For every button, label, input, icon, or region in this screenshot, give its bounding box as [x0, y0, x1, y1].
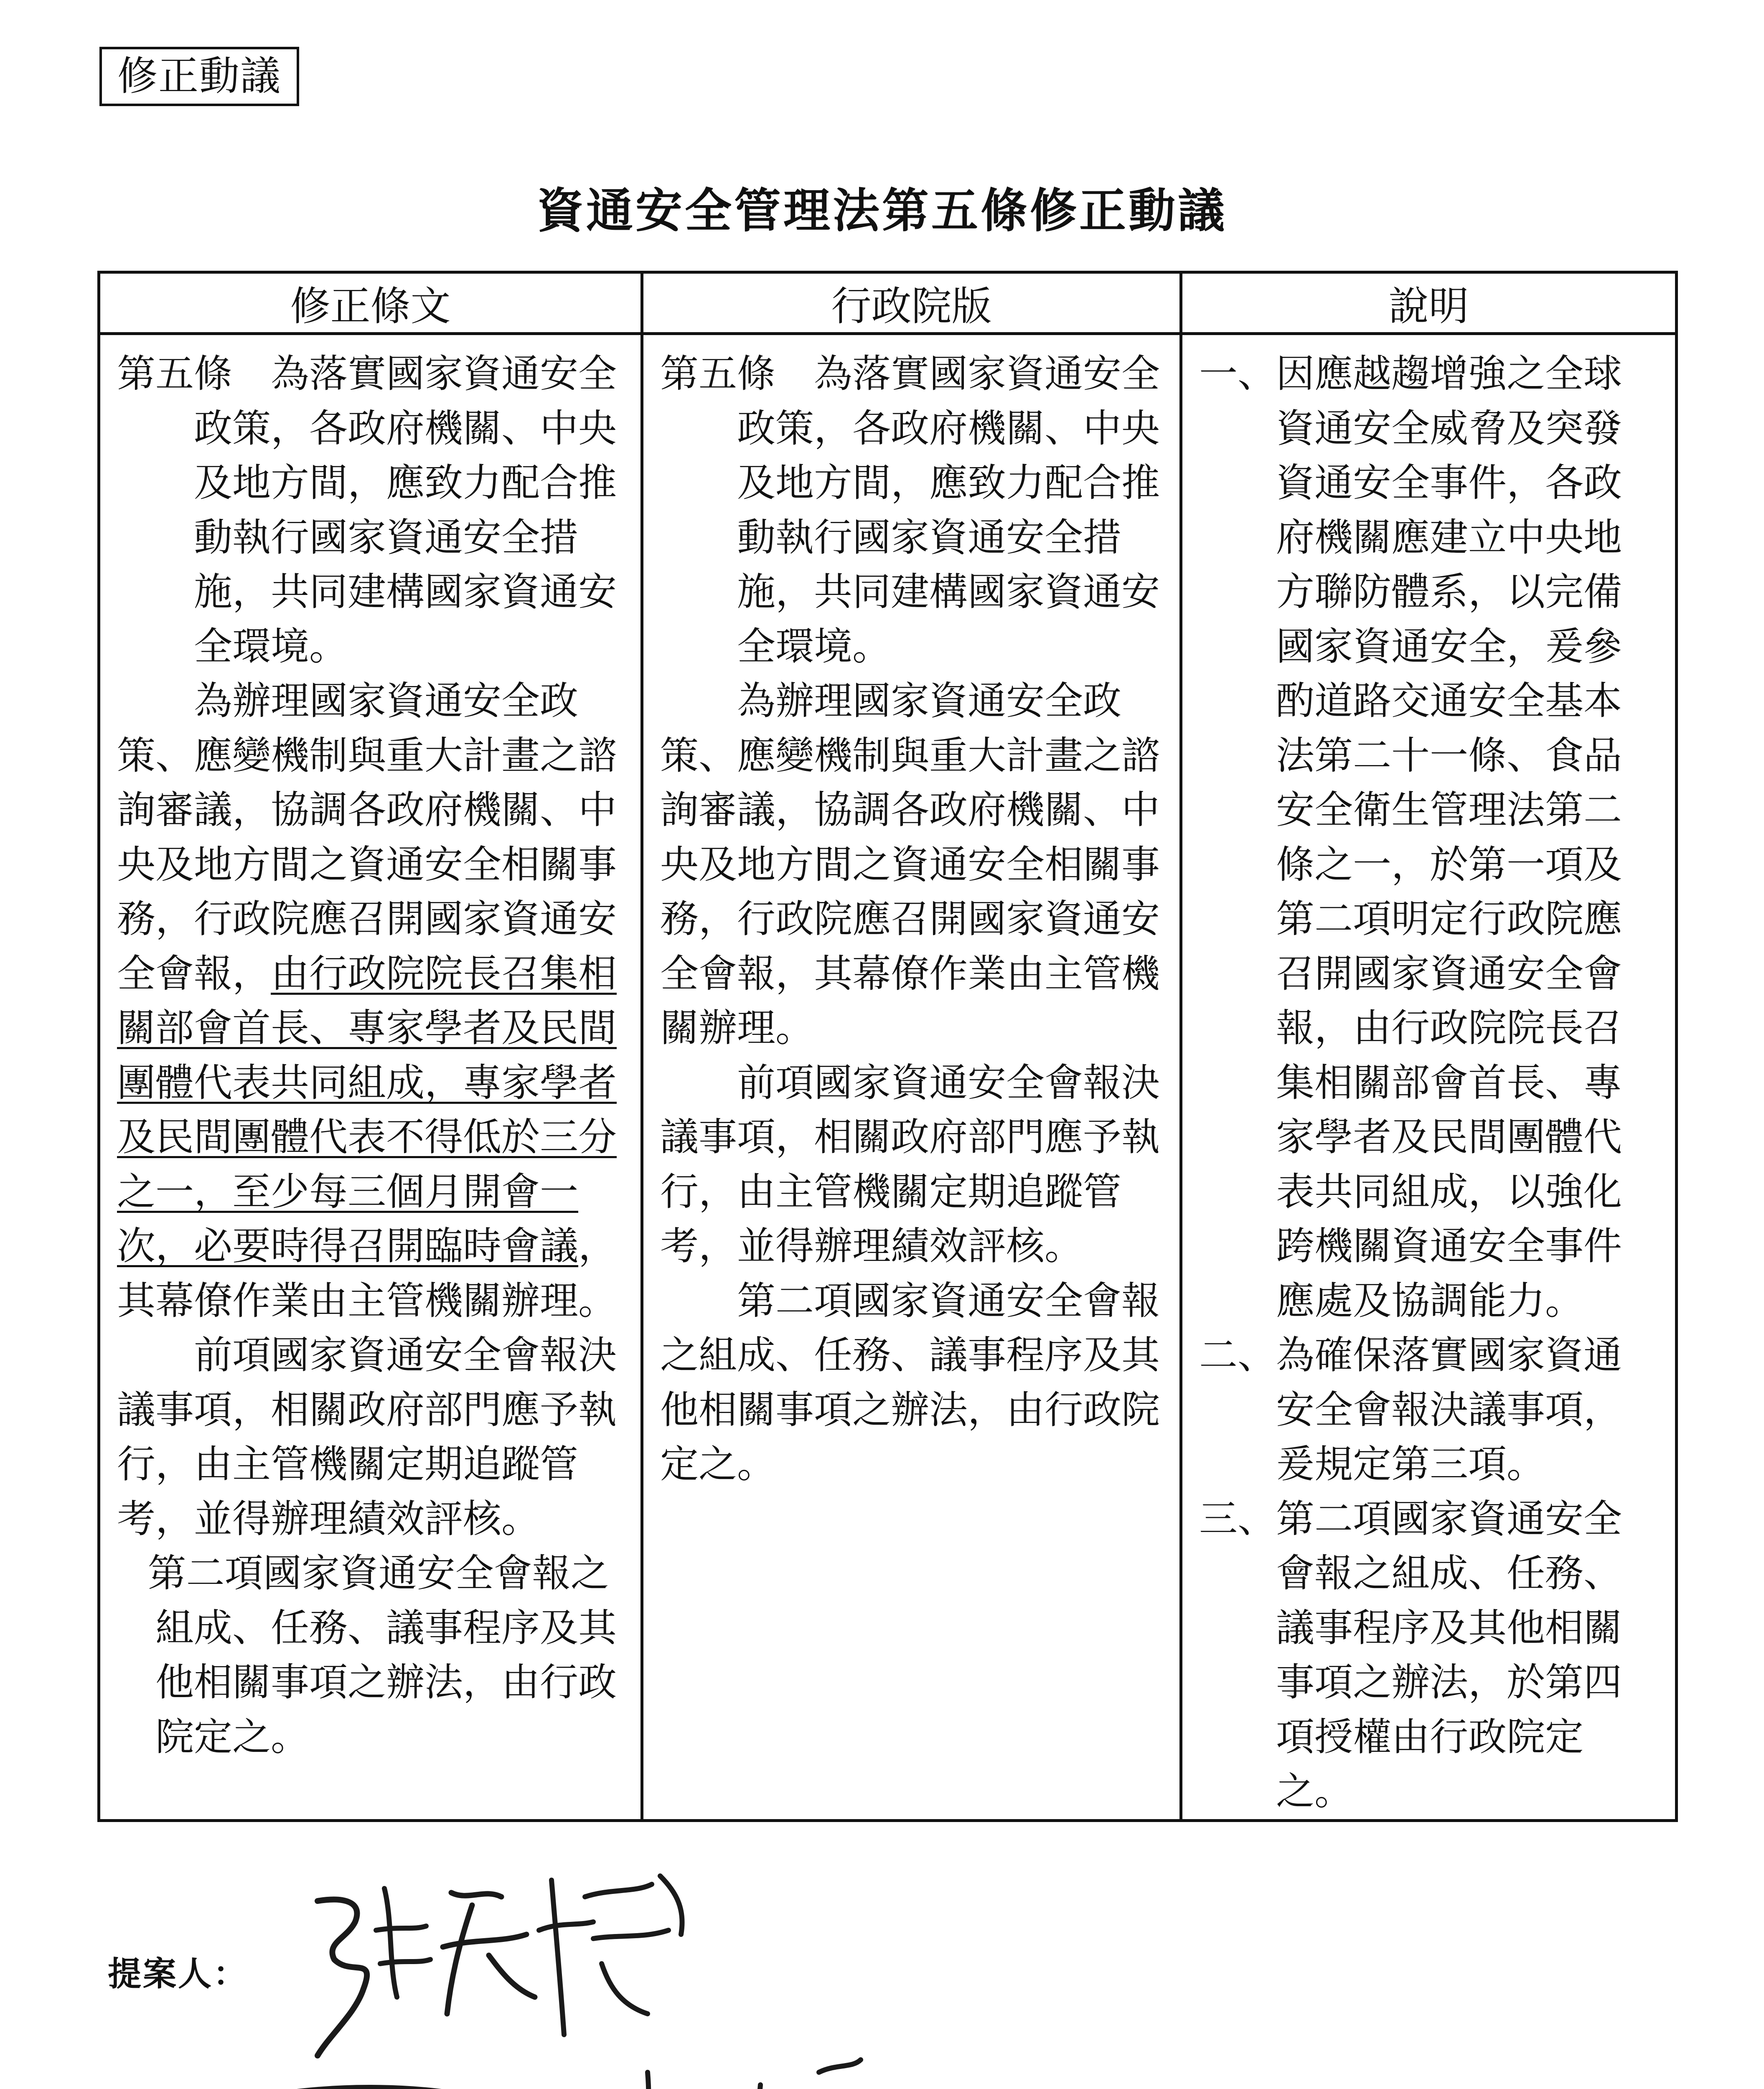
explanation-item-1: 一、因應越趨增強之全球資通安全威脅及突發資通安全事件，各政府機關應建立中央地方聯防體系，以完備國家資通安全，爰參酌道路交通安全基本法第二十一條、食品安全衛生管理法第二條之一，於第一項及第二項明定行政院應召開國家資通安全會報，由行政院院長召集相關部會首長、專家學者及民間團體代表共同組成，以強化跨機關資通安全事件應處及協調能力。: [1199, 351, 1622, 1323]
table-body-row: [99, 334, 1677, 1821]
amended-paragraph-4: 第二項國家資通安全會報之組成、任務、議事程序及其他相關事項之辦法，由行政院定之。: [147, 1551, 617, 1759]
amended-paragraph-2-end: ，其幕僚作業由主管機關辦理。: [117, 1224, 617, 1323]
executive-paragraph-2: 為辦理國家資通安全政策、應變機制與重大計畫之諮詢審議，協調各政府機關、中央及地方間之資通安全相關事務，行政院應召開國家資通安全會報，其幕僚作業由主管機關辦理。: [660, 679, 1160, 1050]
amended-paragraph-1: 第五條 為落實國家資通安全政策，各政府機關、中央及地方間，應致力配合推動執行國家資通安全措施，共同建構國家資通安全環境。: [117, 351, 617, 669]
executive-paragraph-3: 前項國家資通安全會報決議事項，相關政府部門應予執行，由主管機關定期追蹤管考，並得辦理績效評核。: [660, 1060, 1160, 1268]
comparison-table: [97, 271, 1678, 1822]
proposer-signature: [292, 1838, 710, 2072]
explanation-item-2: 二、為確保落實國家資通安全會報決議事項，爰規定第三項。: [1199, 1333, 1622, 1487]
cosigner-signature-1: [259, 2068, 635, 2089]
amended-paragraph-2: [117, 674, 624, 1328]
explanation-item-3: 三、第二項國家資通安全會報之組成、任務、議事程序及其他相關事項之辦法，於第四項授權由行政院定之。: [1199, 1496, 1622, 1814]
amended-text-cell: [99, 334, 642, 1821]
column-header-executive: 行政院版: [642, 272, 1181, 334]
proposer-label: 提案人：: [108, 1954, 248, 1993]
explanation-cell: [1181, 334, 1677, 1821]
executive-text-cell: [642, 334, 1181, 1821]
executive-paragraph-1: 第五條 為落實國家資通安全政策，各政府機關、中央及地方間，應致力配合推動執行國家資通安全措施，共同建構國家資通安全環境。: [660, 351, 1160, 669]
cosigner-signature-2: [602, 2047, 1011, 2089]
executive-paragraph-4: 第二項國家資通安全會報之組成、任務、議事程序及其他相關事項之辦法，由行政院定之。: [660, 1278, 1160, 1487]
document-title: 資通安全管理法第五條修正動議: [537, 183, 1227, 238]
motion-tag: 修正動議: [99, 47, 299, 106]
column-header-amended: 修正條文: [99, 272, 642, 334]
amended-paragraph-2-start: 為辦理國家資通安全政策、應變機制與重大計畫之諮詢審議，協調各政府機關、中央及地方間之資通安全相關事務，行政院應召開國家資通安全會報，: [117, 679, 617, 996]
amended-underlined-change: 由行政院院長召集相關部會首長、專家學者及民間團體代表共同組成，專家學者及民間團體代表不得低於三分之一，至少每三個月開會一次，必要時得召開臨時會議: [117, 951, 617, 1268]
column-header-explanation: 說明: [1181, 272, 1677, 334]
table-header-row: [99, 272, 1677, 334]
amended-paragraph-3: 前項國家資通安全會報決議事項，相關政府部門應予執行，由主管機關定期追蹤管考，並得辦理績效評核。: [117, 1333, 617, 1541]
